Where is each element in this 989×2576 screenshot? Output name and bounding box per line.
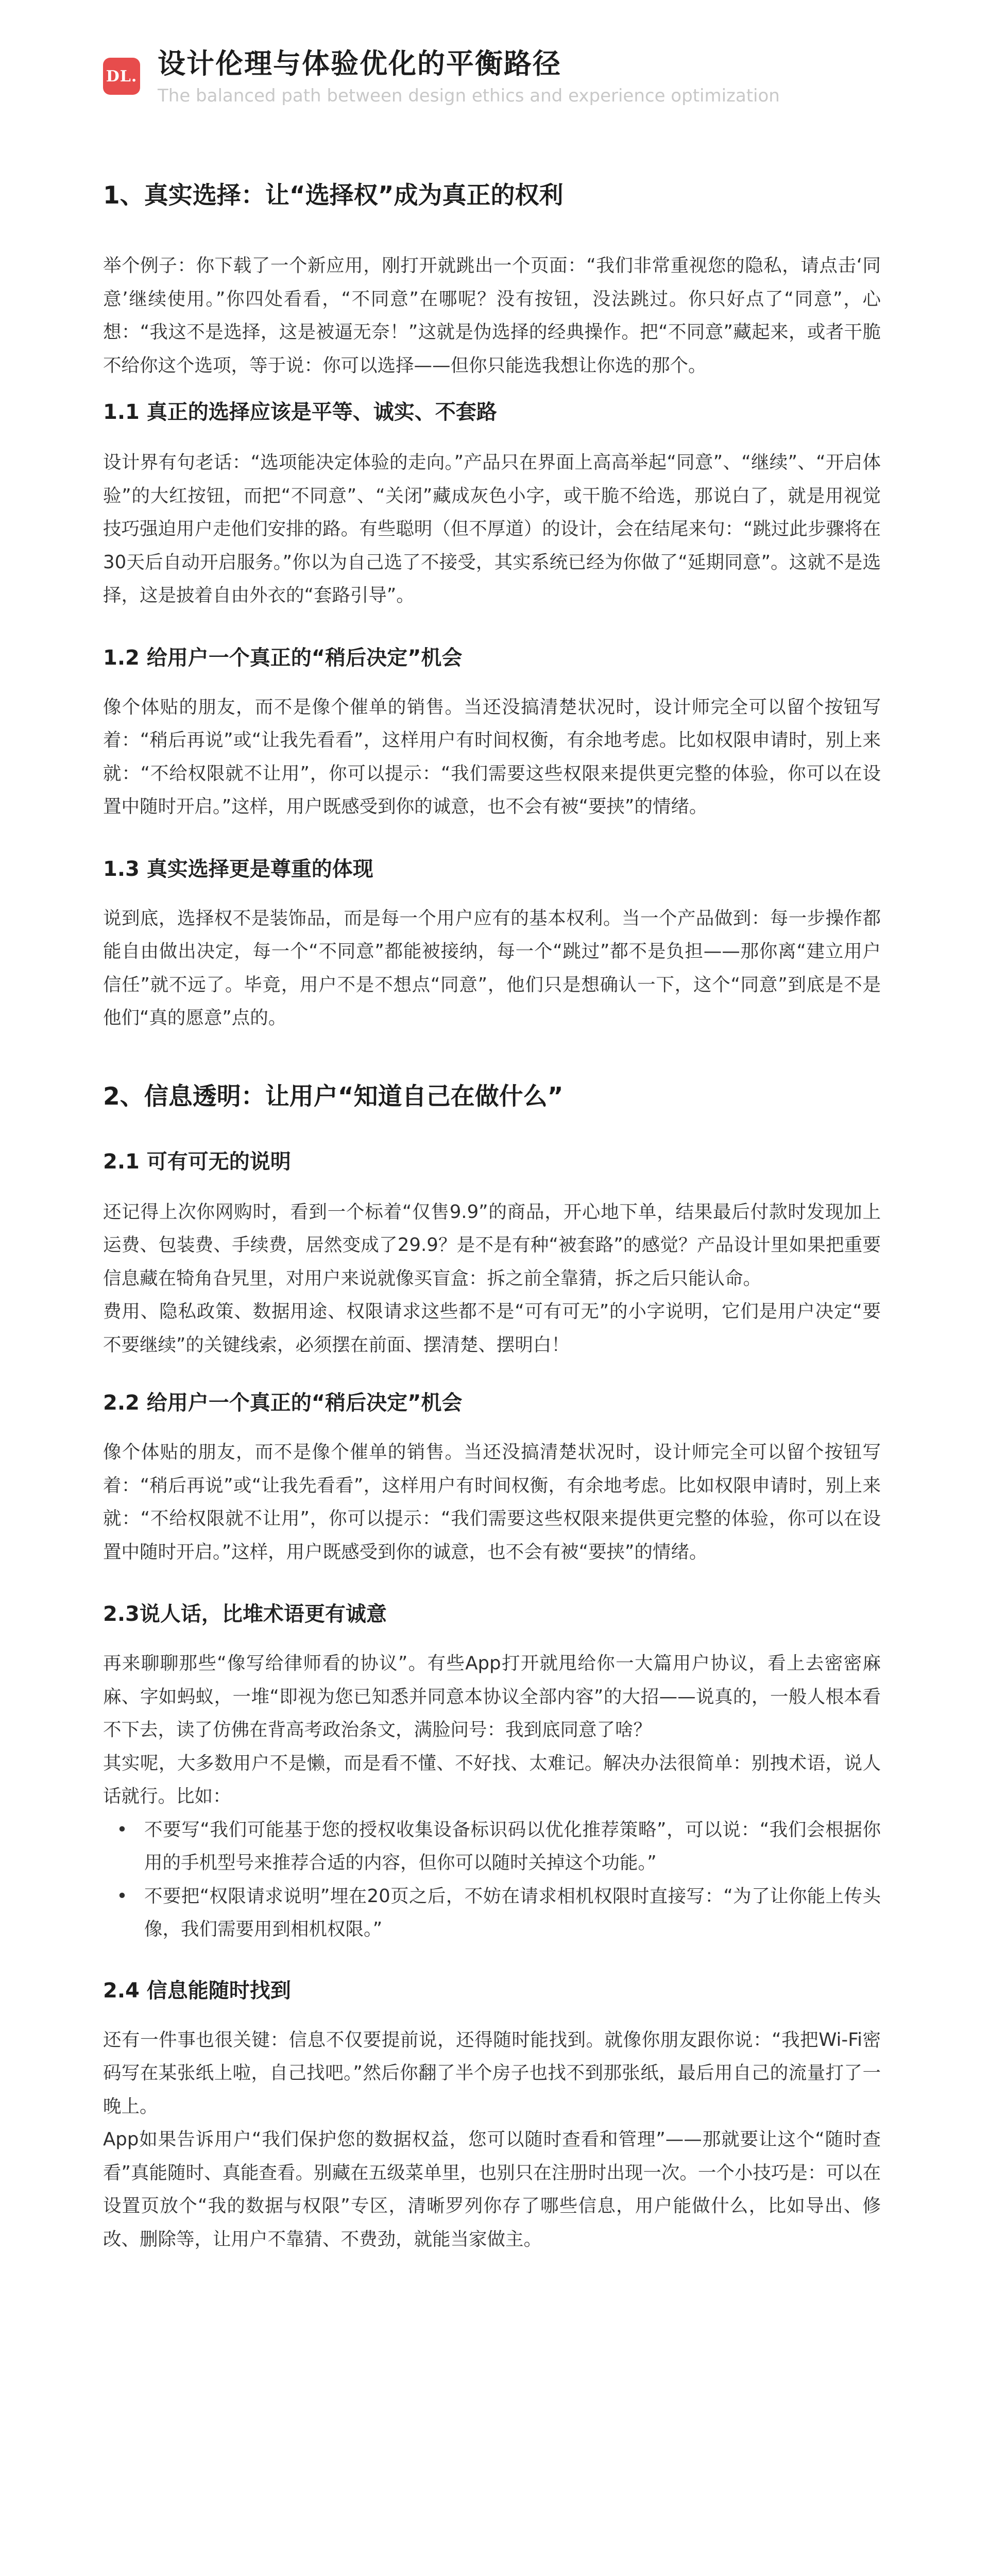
section-2-1-heading: 2.1 可有可无的说明 — [103, 1149, 291, 1174]
brand-logo — [103, 58, 140, 95]
section-2-3-bullet-list — [103, 1814, 881, 1946]
section-2-2-text: 像个体贴的朋友，而不是像个催单的销售。当还没搞清楚状况时，设计师完全可以留个按钮写着：“稍后再说”或“让我先看看”，这样用户有时间权衡，有余地考虑。比如权限申请时，别上来就：“不给权限就不让用”，你可以提示：“我们需要这些权限来提供更完整的体验，你可以在设置中随时开启。”这样，用户既感受到你的诚意，也不会有被“要挟”的情绪。 — [103, 1442, 881, 1563]
section-1-intro: 举个例子：你下载了一个新应用，刚打开就跳出一个页面：“我们非常重视您的隐私，请点击‘同意’继续使用。”你四处看看，“不同意”在哪呢？没有按钮，没法跳过。你只好点了“同意”，心想：“我这不是选择，这是被逼无奈！”这就是伪选择的经典操作。把“不同意”藏起来，或者干脆不给你这个选项，等于说：你可以选择——但你只能选我想让你选的那个。 — [103, 255, 881, 376]
list-item-text: 不要写“我们可能基于您的授权收集设备标识码以优化推荐策略”，可以说：“我们会根据你用的手机型号来推荐合适的内容，但你可以随时关掉这个功能。” — [144, 1819, 881, 1873]
list-item — [103, 1814, 881, 1880]
section-1-2-heading: 1.2 给用户一个真正的“稍后决定”机会 — [103, 646, 463, 670]
section-2-4-text-2: App如果告诉用户“我们保护您的数据权益，您可以随时查看和管理”——那就要让这个“随时查看”真能随时、真能查看。别藏在五级菜单里，也别只在注册时出现一次。一个小技巧是：可以在设置页放个“我的数据与权限”专区，清晰罗列你存了哪些信息，用户能做什么，比如导出、修改、删除等，让用户不靠猜、不费劲，就能当家做主。 — [103, 2129, 881, 2250]
list-item-text: 不要把“权限请求说明”埋在20页之后，不妨在请求相机权限时直接写：“为了让你能上传头像，我们需要用到相机权限。” — [144, 1885, 881, 1940]
bullet-dot: • — [116, 1885, 128, 1907]
list-item — [103, 1880, 881, 1946]
section-2-4-heading: 2.4 信息能随时找到 — [103, 1978, 291, 2003]
section-2-3-heading: 2.3说人话，比堆术语更有诚意 — [103, 1602, 387, 1626]
article-title: 设计伦理与体验优化的平衡路径 — [158, 47, 561, 80]
section-1-heading: 1、真实选择：让“选择权”成为真正的权利 — [103, 181, 564, 210]
section-2-3-text-2: 其实呢，大多数用户不是懒，而是看不懂、不好找、太难记。解决办法很简单：别拽术语，说人话就行。比如： — [103, 1752, 881, 1807]
section-1-1-text: 设计界有句老话：“选项能决定体验的走向。”产品只在界面上高高举起“同意”、“继续”、“开启体验”的大红按钮，而把“不同意”、“关闭”藏成灰色小字，或干脆不给选，那说白了，就是用视觉技巧强迫用户走他们安排的路。有些聪明（但不厚道）的设计，会在结尾来句：“跳过此步骤将在30天后自动开启服务。”你以为自己选了不接受，其实系统已经为你做了“延期同意”。这就不是选择，这是披着自由外衣的“套路引导”。 — [103, 452, 881, 606]
section-2-1-text-1: 还记得上次你网购时，看到一个标着“仅售9.9”的商品，开心地下单，结果最后付款时发现加上运费、包装费、手续费，居然变成了29.9？是不是有种“被套路”的感觉？产品设计里如果把重要信息藏在犄角旮旯里，对用户来说就像买盲盒：拆之前全靠猜，拆之后只能认命。 — [103, 1201, 881, 1289]
header-text — [158, 45, 780, 107]
section-1-2-text: 像个体贴的朋友，而不是像个催单的销售。当还没搞清楚状况时，设计师完全可以留个按钮写着：“稍后再说”或“让我先看看”，这样用户有时间权衡，有余地考虑。比如权限申请时，别上来就：“不给权限就不让用”，你可以提示：“我们需要这些权限来提供更完整的体验，你可以在设置中随时开启。”这样，用户既感受到你的诚意，也不会有被“要挟”的情绪。 — [103, 696, 881, 817]
section-2-1-text-2: 费用、隐私政策、数据用途、权限请求这些都不是“可有可无”的小字说明，它们是用户决定“要不要继续”的关键线索，必须摆在前面、摆清楚、摆明白！ — [103, 1301, 881, 1355]
logo-text: DL. — [106, 67, 138, 86]
section-1-3-heading: 1.3 真实选择更是尊重的体现 — [103, 857, 373, 881]
article-header — [103, 45, 881, 107]
section-1-1-heading: 1.1 真正的选择应该是平等、诚实、不套路 — [103, 400, 497, 424]
section-2-heading: 2、信息透明：让用户“知道自己在做什么” — [103, 1082, 564, 1111]
section-2-4-text-1: 还有一件事也很关键：信息不仅要提前说，还得随时能找到。就像你朋友跟你说：“我把Wi-Fi密码写在某张纸上啦，自己找吧。”然后你翻了半个房子也找不到那张纸，最后用自己的流量打了一晚上。 — [103, 2029, 881, 2117]
article-subtitle: The balanced path between design ethics and experience optimization — [158, 86, 780, 106]
section-2-2-heading: 2.2 给用户一个真正的“稍后决定”机会 — [103, 1391, 463, 1415]
section-1-3-text: 说到底，选择权不是装饰品，而是每一个用户应有的基本权利。当一个产品做到：每一步操作都能自由做出决定，每一个“不同意”都能被接纳，每一个“跳过”都不是负担——那你离“建立用户信任”就不远了。毕竟，用户不是不想点“同意”，他们只是想确认一下，这个“同意”到底是不是他们“真的愿意”点的。 — [103, 907, 881, 1028]
bullet-dot: • — [116, 1819, 128, 1840]
section-2-3-text-1: 再来聊聊那些“像写给律师看的协议”。有些App打开就甩给你一大篇用户协议，看上去密密麻麻、字如蚂蚁，一堆“即视为您已知悉并同意本协议全部内容”的大招——说真的，一般人根本看不下去，读了仿佛在背高考政治条文，满脸问号：我到底同意了啥？ — [103, 1653, 881, 1740]
